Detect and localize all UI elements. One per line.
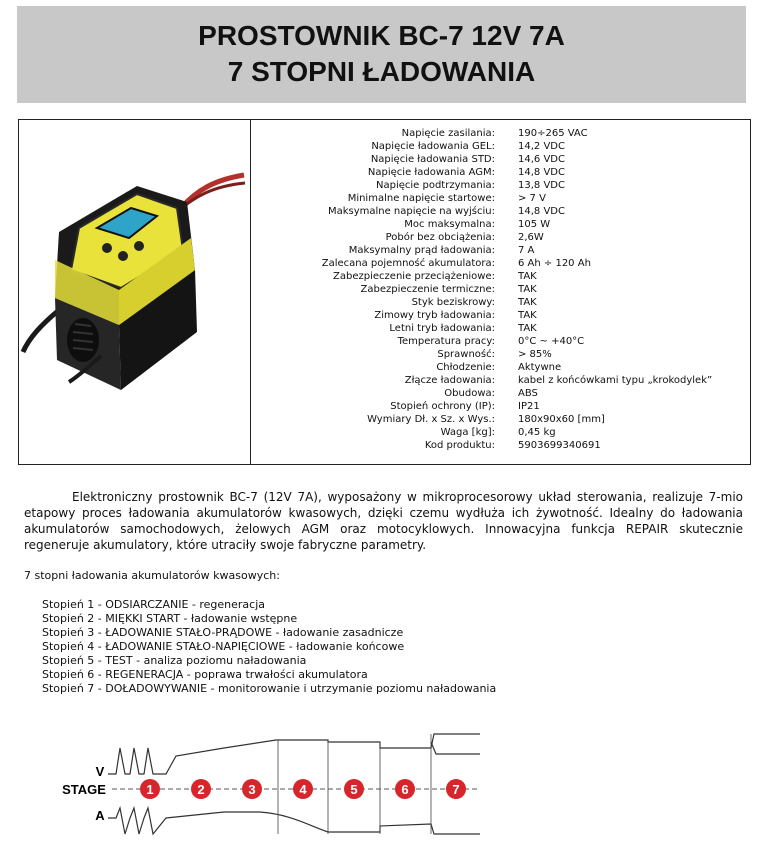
spec-row: [251, 153, 750, 166]
step-item: Stopień 5 - TEST - analiza poziomu naładowania: [42, 654, 307, 667]
spec-label: Kod produktu:: [424, 440, 495, 451]
spec-row: [251, 309, 750, 322]
spec-value: 14,6 VDC: [518, 154, 565, 165]
spec-row: [251, 205, 750, 218]
spec-label: Pobór bez obciążenia:: [385, 232, 495, 243]
spec-row: [251, 283, 750, 296]
steps-heading: 7 stopni ładowania akumulatorów kwasowych:: [24, 569, 280, 582]
spec-row: [251, 244, 750, 257]
spec-row: [251, 400, 750, 413]
stage-number: 7: [452, 782, 460, 797]
spec-value: 14,8 VDC: [518, 206, 565, 217]
spec-value: TAK: [518, 297, 537, 308]
stage-number: 3: [248, 782, 256, 797]
steps-list: [42, 598, 496, 696]
title-banner: [17, 6, 746, 103]
product-photo: [19, 120, 251, 464]
spec-value: 13,8 VDC: [518, 180, 565, 191]
spec-label: Letni tryb ładowania:: [389, 323, 495, 334]
spec-label: Styk beziskrowy:: [411, 297, 495, 308]
spec-row: [251, 166, 750, 179]
spec-row: [251, 296, 750, 309]
spec-label: Zalecana pojemność akumulatora:: [321, 258, 495, 269]
spec-value: TAK: [518, 284, 537, 295]
spec-label: Moc maksymalna:: [404, 219, 495, 230]
spec-label: Maksymalny prąd ładowania:: [348, 245, 495, 256]
step-item: Stopień 3 - ŁADOWANIE STAŁO-PRĄDOWE - ładowanie zasadnicze: [42, 626, 404, 639]
spec-value: 14,8 VDC: [518, 167, 565, 178]
spec-row: [251, 426, 750, 439]
spec-value: > 7 V: [518, 193, 546, 204]
stage-number: 4: [299, 782, 307, 797]
spec-row: [251, 348, 750, 361]
spec-value: 0°C ~ +40°C: [518, 336, 585, 347]
spec-label: Wymiary Dł. x Sz. x Wys.:: [367, 414, 495, 425]
step-item: Stopień 7 - DOŁADOWYWANIE - monitorowanie i utrzymanie poziomu naładowania: [42, 682, 497, 695]
current-curve: [108, 808, 480, 834]
step-item: Stopień 2 - MIĘKKI START - ładowanie wstępne: [42, 612, 298, 625]
spec-value: > 85%: [518, 349, 552, 360]
diagram-label-stage: STAGE: [62, 782, 106, 797]
spec-value: IP21: [518, 401, 540, 412]
spec-value: kabel z końcówkami typu „krokodylek”: [518, 375, 713, 386]
spec-value: ABS: [518, 388, 538, 399]
spec-value: TAK: [518, 271, 537, 282]
spec-row: [251, 413, 750, 426]
spec-label: Minimalne napięcie startowe:: [347, 193, 495, 204]
spec-value: 14,2 VDC: [518, 141, 565, 152]
spec-table: [18, 119, 751, 465]
spec-row: [251, 387, 750, 400]
battery-charger-photo-icon: [19, 120, 251, 466]
spec-row: [251, 127, 750, 140]
spec-label: Maksymalne napięcie na wyjściu:: [327, 206, 495, 217]
spec-row: [251, 361, 750, 374]
spec-row: [251, 231, 750, 244]
spec-label: Napięcie zasilania:: [401, 128, 495, 139]
spec-value: 2,6W: [518, 232, 544, 243]
stage-number: 5: [350, 782, 358, 797]
spec-label: Temperatura pracy:: [397, 336, 495, 347]
spec-label: Zabezpieczenie termiczne:: [360, 284, 495, 295]
spec-value: 5903699340691: [518, 440, 601, 451]
spec-label: Napięcie podtrzymania:: [376, 180, 495, 191]
spec-row: [251, 192, 750, 205]
spec-label: Napięcie ładowania GEL:: [371, 141, 495, 152]
spec-label: Stopień ochrony (IP):: [390, 401, 495, 412]
spec-label: Złącze ładowania:: [404, 375, 495, 386]
stage-number: 2: [197, 782, 205, 797]
diagram-label-v: V: [95, 764, 105, 779]
spec-row: [251, 257, 750, 270]
stage-number: 1: [146, 782, 154, 797]
voltage-curve: [108, 734, 480, 774]
spec-label: Waga [kg]:: [440, 427, 495, 438]
spec-value: 190÷265 VAC: [518, 128, 588, 139]
stage-number: 6: [401, 782, 409, 797]
spec-value: TAK: [518, 310, 537, 321]
spec-value: Aktywne: [518, 362, 562, 373]
spec-row: [251, 374, 750, 387]
spec-row: [251, 322, 750, 335]
spec-label: Napięcie ładowania AGM:: [367, 167, 495, 178]
spec-row: [251, 218, 750, 231]
stage-diagram: [50, 728, 490, 838]
product-description: Elektroniczny prostownik BC-7 (12V 7A), wyposażony w mikroprocesorowy układ sterowania, realizuje 7-mio etapowy proces ładowania akumulatorów kwasowych, dzięki czemu wydłuża ich żywotność. Idealny do ładowania akumulatorów samochodowych, żelowych AGM oraz motocyklowych. Innowacyjna funkcja REPAIR skutecznie regeneruje akumulatory, które utraciły swoje fabryczne parametry.: [24, 490, 743, 552]
voltage-curve-tail: [431, 742, 480, 754]
spec-row: [251, 140, 750, 153]
spec-list: [251, 120, 750, 464]
spec-row: [251, 270, 750, 283]
spec-value: 7 A: [518, 245, 535, 256]
spec-value: 180x90x60 [mm]: [518, 414, 605, 425]
title-line-1: PROSTOWNIK BC-7 12V 7A: [198, 20, 565, 51]
step-item: Stopień 4 - ŁADOWANIE STAŁO-NAPIĘCIOWE - ładowanie końcowe: [42, 640, 405, 653]
spec-value: 6 Ah ÷ 120 Ah: [518, 258, 591, 269]
title-line-2: 7 STOPNI ŁADOWANIA: [227, 56, 536, 87]
spec-row: [251, 179, 750, 192]
spec-value: 0,45 kg: [518, 427, 556, 438]
spec-row: [251, 439, 750, 452]
spec-label: Chłodzenie:: [436, 362, 495, 373]
spec-label: Zimowy tryb ładowania:: [374, 310, 495, 321]
spec-label: Zabezpieczenie przeciążeniowe:: [333, 271, 495, 282]
spec-row: [251, 335, 750, 348]
spec-label: Obudowa:: [444, 388, 495, 399]
step-item: Stopień 6 - REGENERACJA - poprawa trwałości akumulatora: [42, 668, 368, 681]
diagram-label-a: A: [95, 808, 105, 823]
spec-label: Sprawność:: [437, 349, 495, 360]
step-item: Stopień 1 - ODSIARCZANIE - regeneracja: [42, 598, 266, 611]
spec-value: 105 W: [518, 219, 551, 230]
spec-label: Napięcie ładowania STD:: [370, 154, 495, 165]
spec-value: TAK: [518, 323, 537, 334]
